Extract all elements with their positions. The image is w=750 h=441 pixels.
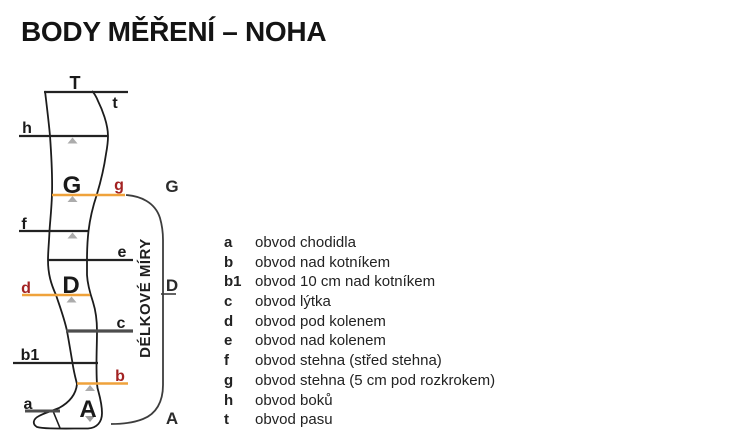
label-G: G — [62, 172, 82, 199]
legend-desc: obvod stehna (střed stehna) — [255, 352, 442, 370]
legend-key: h — [224, 391, 234, 409]
bracket-label-A: A — [165, 409, 179, 428]
legend — [224, 233, 495, 430]
label-t: t — [112, 95, 118, 112]
bracket-label-G: G — [165, 177, 179, 196]
legend-key: b1 — [224, 273, 242, 291]
label-d-red: d — [21, 280, 31, 297]
legend-key: e — [224, 332, 233, 350]
legend-item — [224, 292, 495, 312]
legend-desc: obvod nad kolenem — [255, 332, 386, 350]
legend-item — [224, 233, 495, 253]
legend-desc: obvod pod kolenem — [255, 312, 386, 330]
legend-key: t — [224, 411, 229, 429]
legend-item — [224, 351, 495, 371]
legend-item — [224, 371, 495, 391]
legend-item — [224, 272, 495, 292]
legend-key: g — [224, 371, 234, 389]
label-D: D — [62, 272, 80, 299]
page-title: BODY MĚŘENÍ – NOHA — [21, 16, 327, 47]
label-a: a — [23, 396, 33, 413]
legend-key: f — [224, 352, 229, 370]
legend-item — [224, 253, 495, 273]
legend-desc: obvod stehna (5 cm pod rozkrokem) — [255, 371, 496, 389]
legend-item — [224, 391, 495, 411]
label-A: A — [79, 396, 97, 423]
legend-item — [224, 331, 495, 351]
legend-desc: obvod chodidla — [255, 234, 356, 251]
legend-desc: obvod lýtka — [255, 293, 331, 311]
label-b1: b1 — [20, 347, 40, 364]
bracket-label-D: D — [165, 276, 179, 295]
legend-key: d — [224, 312, 234, 330]
legend-item — [224, 410, 495, 430]
bracket-vertical-title: DÉLKOVÉ MÍRY — [137, 238, 154, 358]
label-f: f — [21, 216, 27, 233]
label-c: c — [116, 315, 126, 332]
label-h: h — [22, 120, 32, 137]
legend-key: c — [224, 293, 233, 311]
legend-desc: obvod nad kotníkem — [255, 253, 391, 271]
label-e: e — [117, 244, 127, 261]
legend-desc: obvod 10 cm nad kotníkem — [255, 273, 436, 291]
label-b-red: b — [115, 368, 125, 385]
legend-desc: obvod boků — [255, 391, 333, 409]
legend-key: a — [224, 234, 233, 251]
legend-item — [224, 312, 495, 332]
legend-desc: obvod pasu — [255, 411, 333, 429]
legend-key: b — [224, 253, 234, 271]
label-T: T — [69, 73, 81, 93]
label-g-red: g — [114, 177, 124, 194]
